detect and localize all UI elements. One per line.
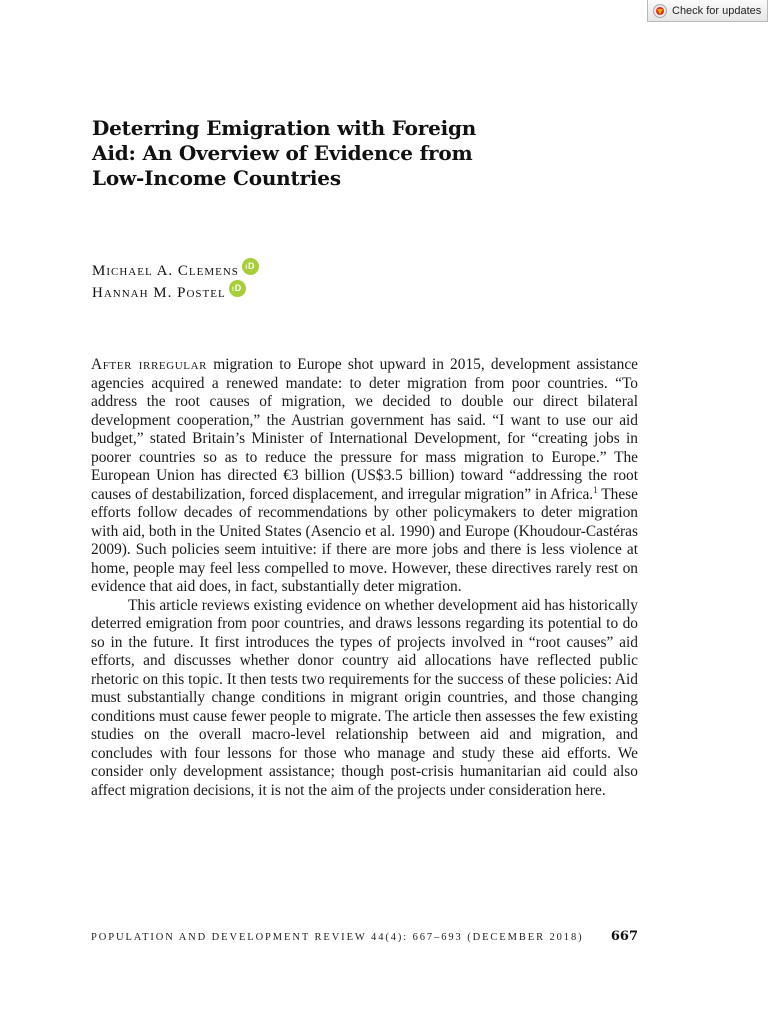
check-for-updates-label: Check for updates: [672, 4, 762, 17]
article-title: Deterring Emigration with Foreign Aid: An Overview of Evidence from Low-Income Countries: [92, 116, 477, 190]
author-list: [92, 260, 259, 304]
orcid-icon[interactable]: iD: [229, 280, 246, 297]
check-for-updates-button[interactable]: [647, 0, 768, 22]
footnote-marker[interactable]: 1: [593, 484, 598, 495]
orcid-icon[interactable]: iD: [242, 258, 259, 275]
author-item: [92, 282, 259, 304]
author-item: [92, 260, 259, 282]
lead-in-text: After irregular: [91, 356, 208, 373]
crossmark-icon: [653, 4, 667, 18]
paragraph-text-continued: These efforts follow decades of recommendations by other policymakers to deter migration with aid, both in the United States (Asencio et al. 1990) and Europe (Khoudour-Castéras 2009). Such policies seem intuitive: if there are more jobs and there is less violence at home, people may feel less compelled to move. However, these directives rarely rest on evidence that aid does, in fact, substantially deter migration.: [91, 485, 638, 595]
article-body: [91, 356, 638, 800]
paragraph-text: migration to Europe shot upward in 2015, development assistance agencies acquired a renewed mandate: to deter migration from poor countries. “To address the root causes of migration, we decided to double our direct bilateral development cooperation,” the Austrian government has said. “I want to use our aid budget,” stated Britain’s Minister of International Development, for “creating jobs in poorer countries so as to reduce the pressure for mass migration to Europe.” The European Union has directed €3 billion (US$3.5 billion) toward “addressing the root causes of destabilization, forced displacement, and irregular migration” in Africa.: [91, 356, 638, 503]
paragraph-2: This article reviews existing evidence on whether development aid has historically deterred emigration from poor countries, and draws lessons regarding its potential to do so in the future. It first introduces the types of projects involved in “root causes” aid efforts, and discusses whether donor country aid allocations have reflected public rhetoric on this topic. It then tests two requirements for the success of these policies: Aid must substantially change conditions in migrant origin countries, and those changing conditions must cause fewer people to migrate. The article then assesses the few existing studies on the overall macro-level relationship between aid and migration, and concludes with four lessons for those who manage and study these aid efforts. We consider only development assistance; though post-crisis humanitarian aid could also affect migration decisions, it is not the aim of the projects under consideration here.: [91, 596, 638, 799]
author-name: Hannah M. Postel: [92, 284, 226, 301]
page-footer: [91, 929, 638, 944]
paragraph-1: [91, 356, 638, 597]
journal-citation: POPULATION AND DEVELOPMENT REVIEW 44(4): 667–693 (DECEMBER 2018): [91, 932, 584, 943]
author-name: Michael A. Clemens: [92, 262, 239, 279]
page-number: 667: [610, 929, 638, 944]
